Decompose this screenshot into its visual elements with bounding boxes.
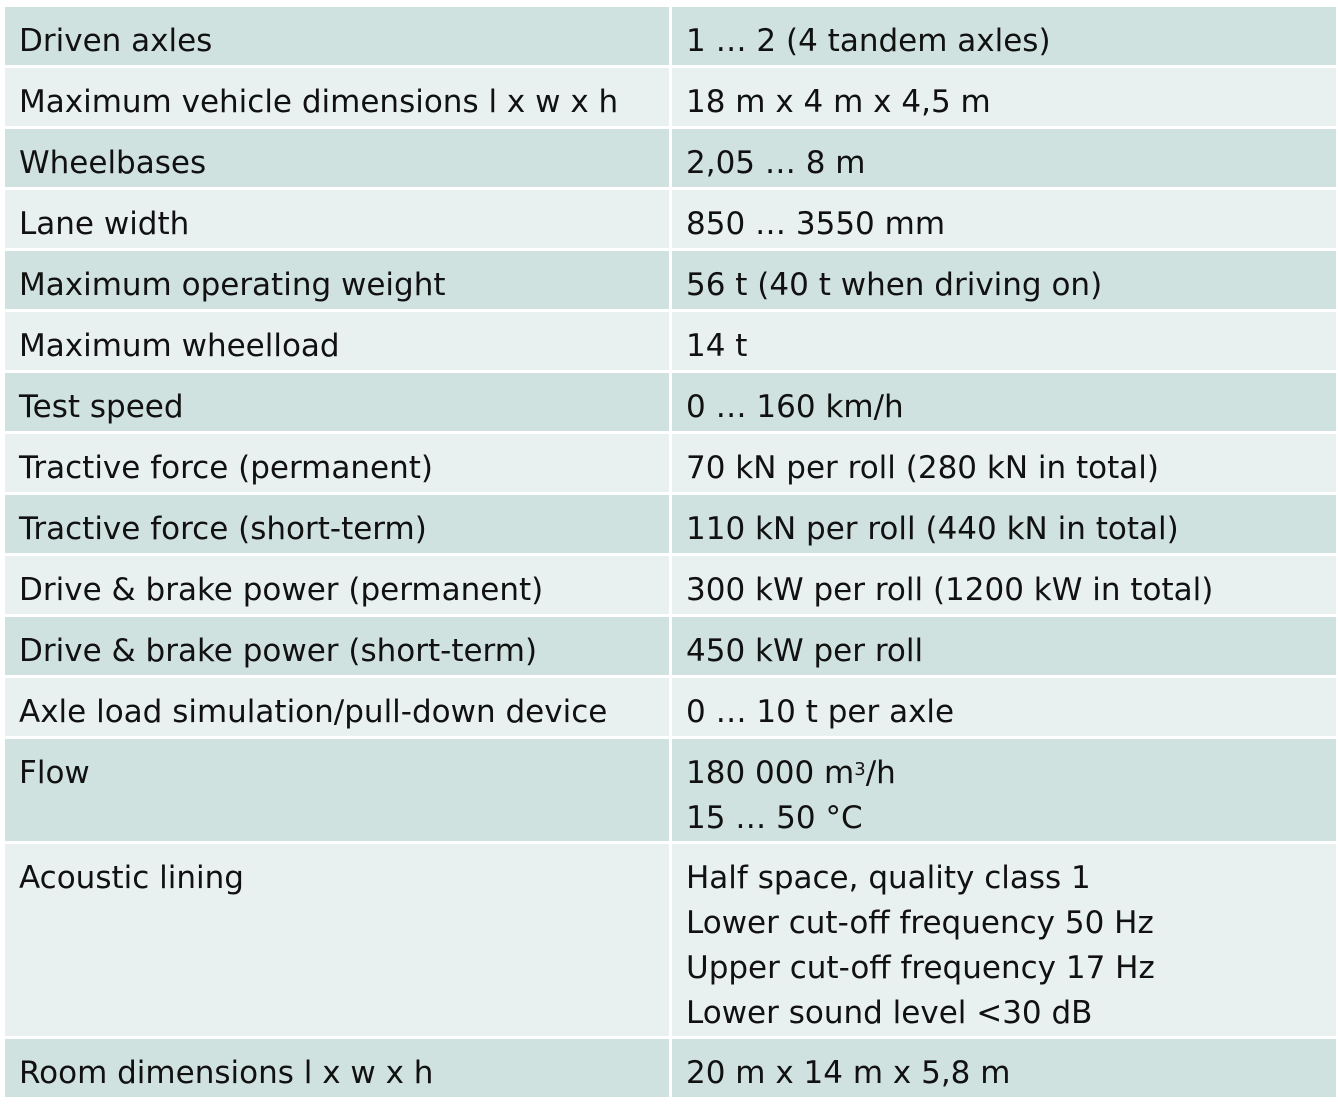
table-row [4,1038,1338,1099]
value-line: 0 … 10 t per axle [686,694,955,730]
value-line: 14 t [686,328,748,364]
row-label: Room dimensions l x w x h [4,1038,671,1099]
row-label: Maximum vehicle dimensions l x w x h [4,67,671,128]
row-label: Maximum operating weight [4,250,671,311]
row-label: Flow [4,738,671,843]
row-value [671,494,1338,555]
row-value [671,67,1338,128]
table-row [4,616,1338,677]
flow-unit-tail: /h [865,755,896,791]
value-line [686,751,1322,796]
row-label: Lane width [4,189,671,250]
row-value [671,738,1338,843]
spec-table-container [2,4,1336,1100]
row-value [671,677,1338,738]
value-line: 20 m x 14 m x 5,8 m [686,1055,1011,1091]
table-row [4,555,1338,616]
value-line: 0 … 160 km/h [686,389,904,425]
table-row [4,128,1338,189]
value-line: Half space, quality class 1 [686,860,1091,896]
table-row [4,843,1338,1038]
value-line: 300 kW per roll (1200 kW in total) [686,572,1214,608]
table-row [4,6,1338,67]
value-line: 450 kW per roll [686,633,924,669]
row-label: Drive & brake power (short-term) [4,616,671,677]
row-value [671,1038,1338,1099]
flow-unit-superscript: 3 [854,759,866,780]
table-row [4,494,1338,555]
table-row [4,677,1338,738]
table-row [4,433,1338,494]
row-value [671,555,1338,616]
value-line: 15 … 50 °C [686,800,863,836]
row-label: Axle load simulation/pull-down device [4,677,671,738]
value-line: Lower sound level <30 dB [686,995,1093,1031]
table-row [4,250,1338,311]
flow-rate-value: 180 000 m [686,755,855,791]
value-line: 110 kN per roll (440 kN in total) [686,511,1179,547]
table-row [4,372,1338,433]
value-line: 850 … 3550 mm [686,206,946,242]
row-value [671,128,1338,189]
row-value [671,843,1338,1038]
value-line: 70 kN per roll (280 kN in total) [686,450,1159,486]
value-line: Upper cut-off frequency 17 Hz [686,950,1155,986]
row-value [671,433,1338,494]
row-value [671,372,1338,433]
value-line: 56 t (40 t when driving on) [686,267,1103,303]
value-line: Lower cut-off frequency 50 Hz [686,905,1154,941]
spec-table [2,4,1338,1100]
row-label: Test speed [4,372,671,433]
row-label: Tractive force (permanent) [4,433,671,494]
row-label: Wheelbases [4,128,671,189]
row-value [671,250,1338,311]
row-label: Maximum wheelload [4,311,671,372]
table-row [4,738,1338,843]
row-value [671,189,1338,250]
row-value [671,311,1338,372]
value-line: 1 … 2 (4 tandem axles) [686,23,1051,59]
row-label: Drive & brake power (permanent) [4,555,671,616]
row-label: Driven axles [4,6,671,67]
table-row [4,189,1338,250]
row-value [671,616,1338,677]
table-row [4,311,1338,372]
row-value [671,6,1338,67]
value-line: 2,05 … 8 m [686,145,866,181]
row-label: Tractive force (short-term) [4,494,671,555]
value-line: 18 m x 4 m x 4,5 m [686,84,991,120]
table-row [4,67,1338,128]
row-label: Acoustic lining [4,843,671,1038]
